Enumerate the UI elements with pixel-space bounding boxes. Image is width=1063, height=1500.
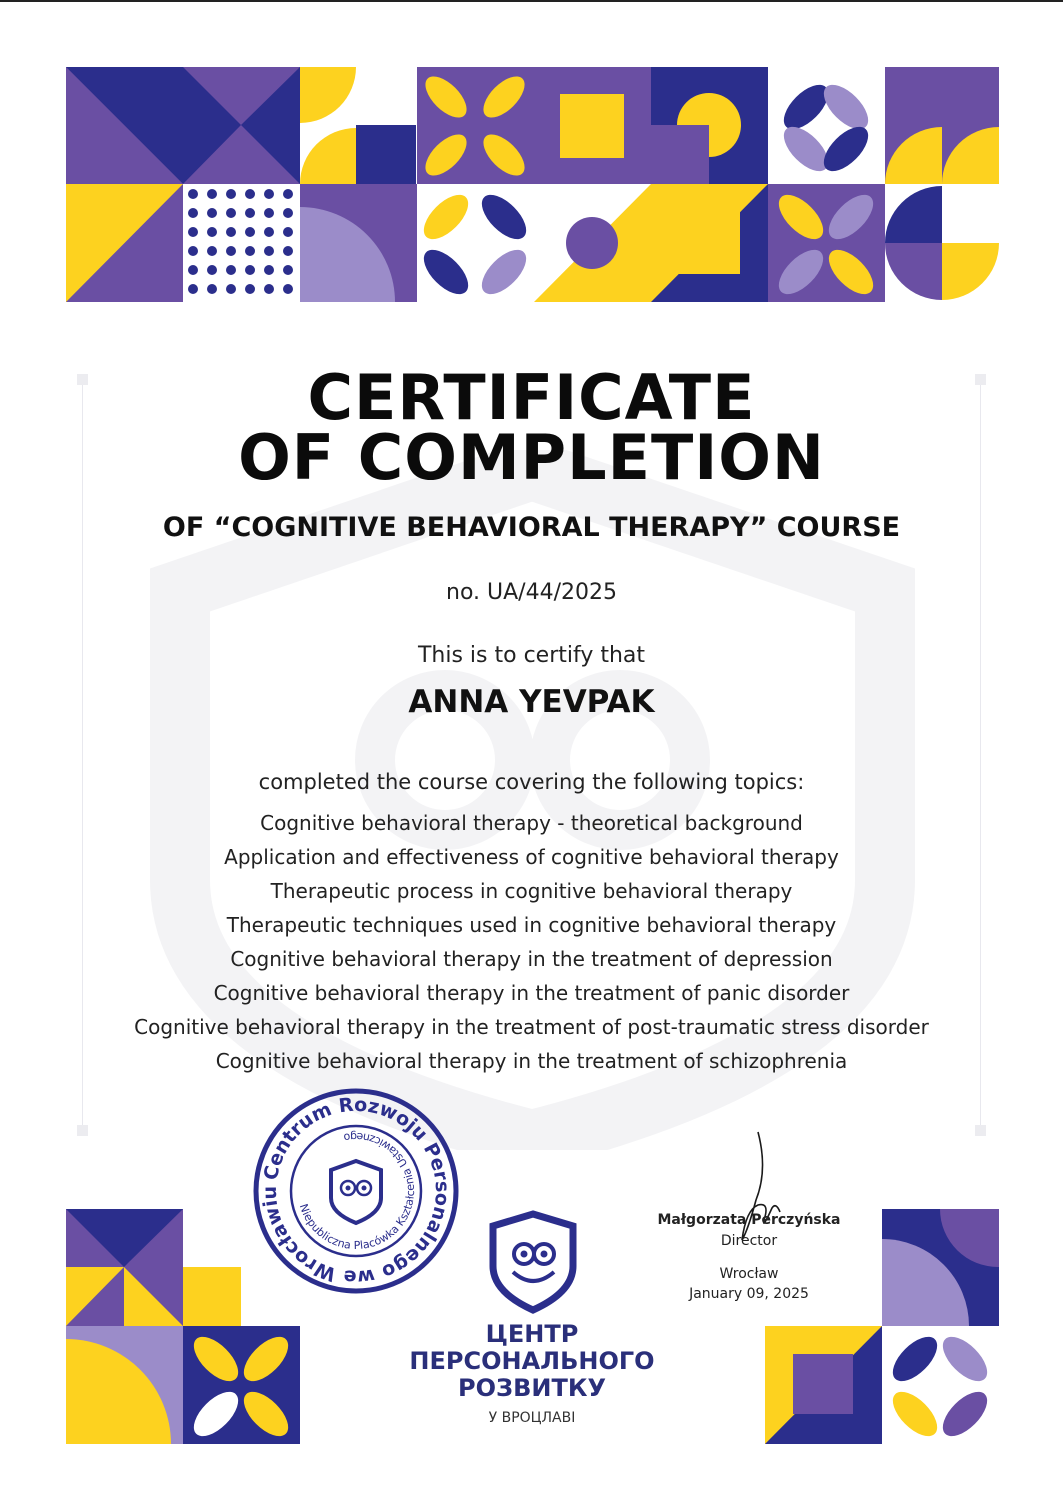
topic-item: Cognitive behavioral therapy in the treatment of panic disorder	[213, 981, 850, 1005]
topics-intro: completed the course covering the following topics:	[258, 770, 805, 794]
signatory-role: Director	[720, 1233, 778, 1249]
logo-line-3: РОЗВИТКУ	[458, 1374, 606, 1402]
stamp-outer-text: Centrum Rozwoju Personalnego we Wrocławiu	[258, 1093, 454, 1289]
title-line-2: OF COMPLETION	[238, 421, 825, 494]
title-line-1: CERTIFICATE	[307, 361, 756, 434]
frame-corner	[975, 1125, 986, 1136]
topics-list	[0, 806, 1063, 1078]
top-border	[0, 0, 1063, 2]
topic-item: Cognitive behavioral therapy in the treatment of post-traumatic stress disorder	[134, 1015, 929, 1039]
logo-title	[400, 1321, 664, 1402]
owl-shield-logo	[488, 1210, 578, 1314]
stamp-inner-text: Niepubliczna Placówka Kształcenia Ustawicznego	[296, 1129, 418, 1253]
frame-corner	[77, 1125, 88, 1136]
topic-item: Therapeutic process in cognitive behavioral therapy	[270, 879, 793, 903]
certificate-title	[0, 361, 1063, 494]
course-subtitle: OF “COGNITIVE BEHAVIORAL THERAPY” COURSE	[162, 512, 901, 543]
logo-line-2: ПЕРСОНАЛЬНОГО	[409, 1347, 655, 1375]
topic-item: Cognitive behavioral therapy in the treatment of schizophrenia	[215, 1049, 848, 1073]
topic-item: Therapeutic techniques used in cognitive behavioral therapy	[226, 913, 837, 937]
logo-line-4: У ВРОЦЛАВІ	[488, 1410, 576, 1426]
geometric-banner	[66, 67, 999, 302]
issue-date: January 09, 2025	[689, 1286, 809, 1302]
topic-item: Cognitive behavioral therapy - theoretical background	[260, 811, 803, 835]
topic-item: Cognitive behavioral therapy in the treatment of depression	[230, 947, 833, 971]
certificate-number: no. UA/44/2025	[446, 580, 617, 605]
signatory-name: Małgorzata Perczyńska	[657, 1212, 841, 1228]
recipient-name: ANNA YEVPAK	[408, 684, 655, 720]
logo-line-1: ЦЕНТР	[485, 1320, 579, 1348]
round-stamp	[253, 1088, 459, 1294]
topic-item: Application and effectiveness of cognitive behavioral therapy	[224, 845, 839, 869]
issue-city: Wrocław	[719, 1266, 779, 1282]
certify-text: This is to certify that	[417, 643, 646, 668]
